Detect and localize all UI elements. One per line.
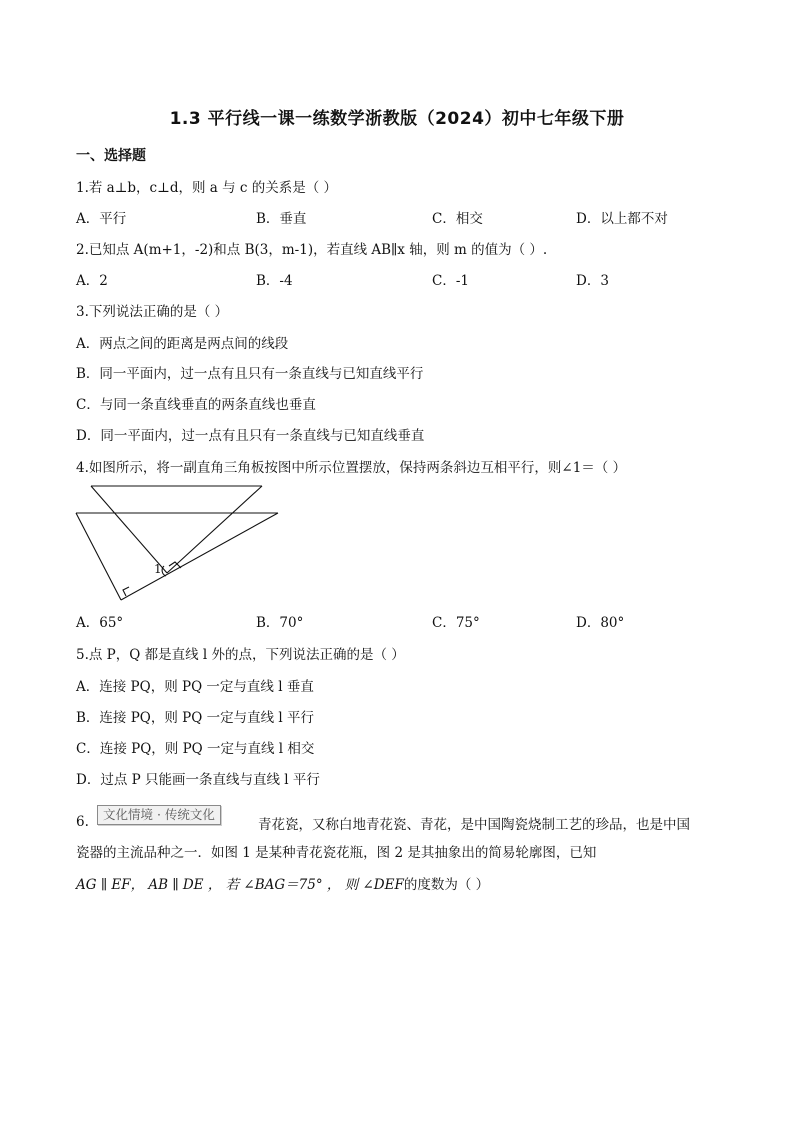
question-6-number: 6. xyxy=(76,814,89,830)
q3-option-a: A．两点之间的距离是两点间的线段 xyxy=(76,336,289,352)
culture-tag-label: 文化情境 · 传统文化 xyxy=(97,805,221,825)
question-1-stem: 1.若 a⊥b，c⊥d，则 a 与 c 的关系是（ ） xyxy=(76,180,338,196)
q3-option-b: B．同一平面内，过一点有且只有一条直线与已知直线平行 xyxy=(76,366,424,382)
q2-option-c: C．-1 xyxy=(432,273,469,289)
question-6-line-3 xyxy=(76,873,489,893)
question-5-stem: 5.点 P，Q 都是直线 l 外的点，下列说法正确的是（ ） xyxy=(76,647,405,663)
upper-triangle-leg xyxy=(91,486,167,573)
q4-option-a: A．65° xyxy=(76,615,124,631)
q1-option-b: B．垂直 xyxy=(256,211,307,227)
q5-option-c: C．连接 PQ，则 PQ 一定与直线 l 相交 xyxy=(76,741,315,757)
angle-1-label: 1 xyxy=(154,562,162,576)
q2-option-b: B．-4 xyxy=(256,273,293,289)
q4-option-c: C．75° xyxy=(432,615,480,631)
right-angle-mark xyxy=(169,562,181,568)
question-3-stem: 3.下列说法正确的是（ ） xyxy=(76,304,229,320)
q1-option-d: D．以上都不对 xyxy=(576,211,668,227)
question-6-line-2: 瓷器的主流品种之一．如图 1 是某种青花瓷花瓶，图 2 是其抽象出的简易轮廓图，已知 xyxy=(76,845,597,861)
q4-option-b: B．70° xyxy=(256,615,304,631)
q2-option-d: D．3 xyxy=(576,273,609,289)
q5-option-a: A．连接 PQ，则 PQ 一定与直线 l 垂直 xyxy=(76,679,314,695)
right-angle-mark xyxy=(123,587,129,596)
q5-option-d: D．过点 P 只能画一条直线与直线 l 平行 xyxy=(76,772,320,788)
document-title: 1.3 平行线一课一练数学浙教版（2024）初中七年级下册 xyxy=(169,109,625,129)
q4-option-d: D．80° xyxy=(576,615,625,631)
section-heading: 一、选择题 xyxy=(76,148,146,164)
q5-option-b: B．连接 PQ，则 PQ 一定与直线 l 平行 xyxy=(76,710,314,726)
question-4-stem: 4.如图所示，将一副直角三角板按图中所示位置摆放，保持两条斜边互相平行，则∠1＝（ ） xyxy=(76,460,627,476)
q1-option-a: A．平行 xyxy=(76,211,127,227)
q2-option-a: A．2 xyxy=(76,273,108,289)
q3-option-c: C．与同一条直线垂直的两条直线也垂直 xyxy=(76,397,316,413)
q1-option-c: C．相交 xyxy=(432,211,483,227)
question-6-line-3-tail: 的度数为（ ） xyxy=(403,877,490,893)
lower-triangle-leg xyxy=(121,513,278,600)
question-2-stem: 2.已知点 A(m+1，-2)和点 B(3，m-1)，若直线 AB∥x 轴，则 m 的值为（ ）. xyxy=(76,242,548,258)
q3-option-d: D．同一平面内，过一点有且只有一条直线与已知直线垂直 xyxy=(76,428,425,444)
culture-tag-badge xyxy=(97,804,221,825)
question-6-math-expression: AG ∥ EF， AB ∥ DE ， 若 ∠BAG＝75° ， 则 ∠DEF xyxy=(76,877,404,893)
angle-1-arc xyxy=(162,566,166,576)
lower-triangle-leg xyxy=(76,513,121,600)
question-6-line-1: 青花瓷，又称白地青花瓷、青花，是中国陶瓷烧制工艺的珍品，也是中国 xyxy=(258,817,690,833)
upper-triangle-leg xyxy=(167,486,262,573)
